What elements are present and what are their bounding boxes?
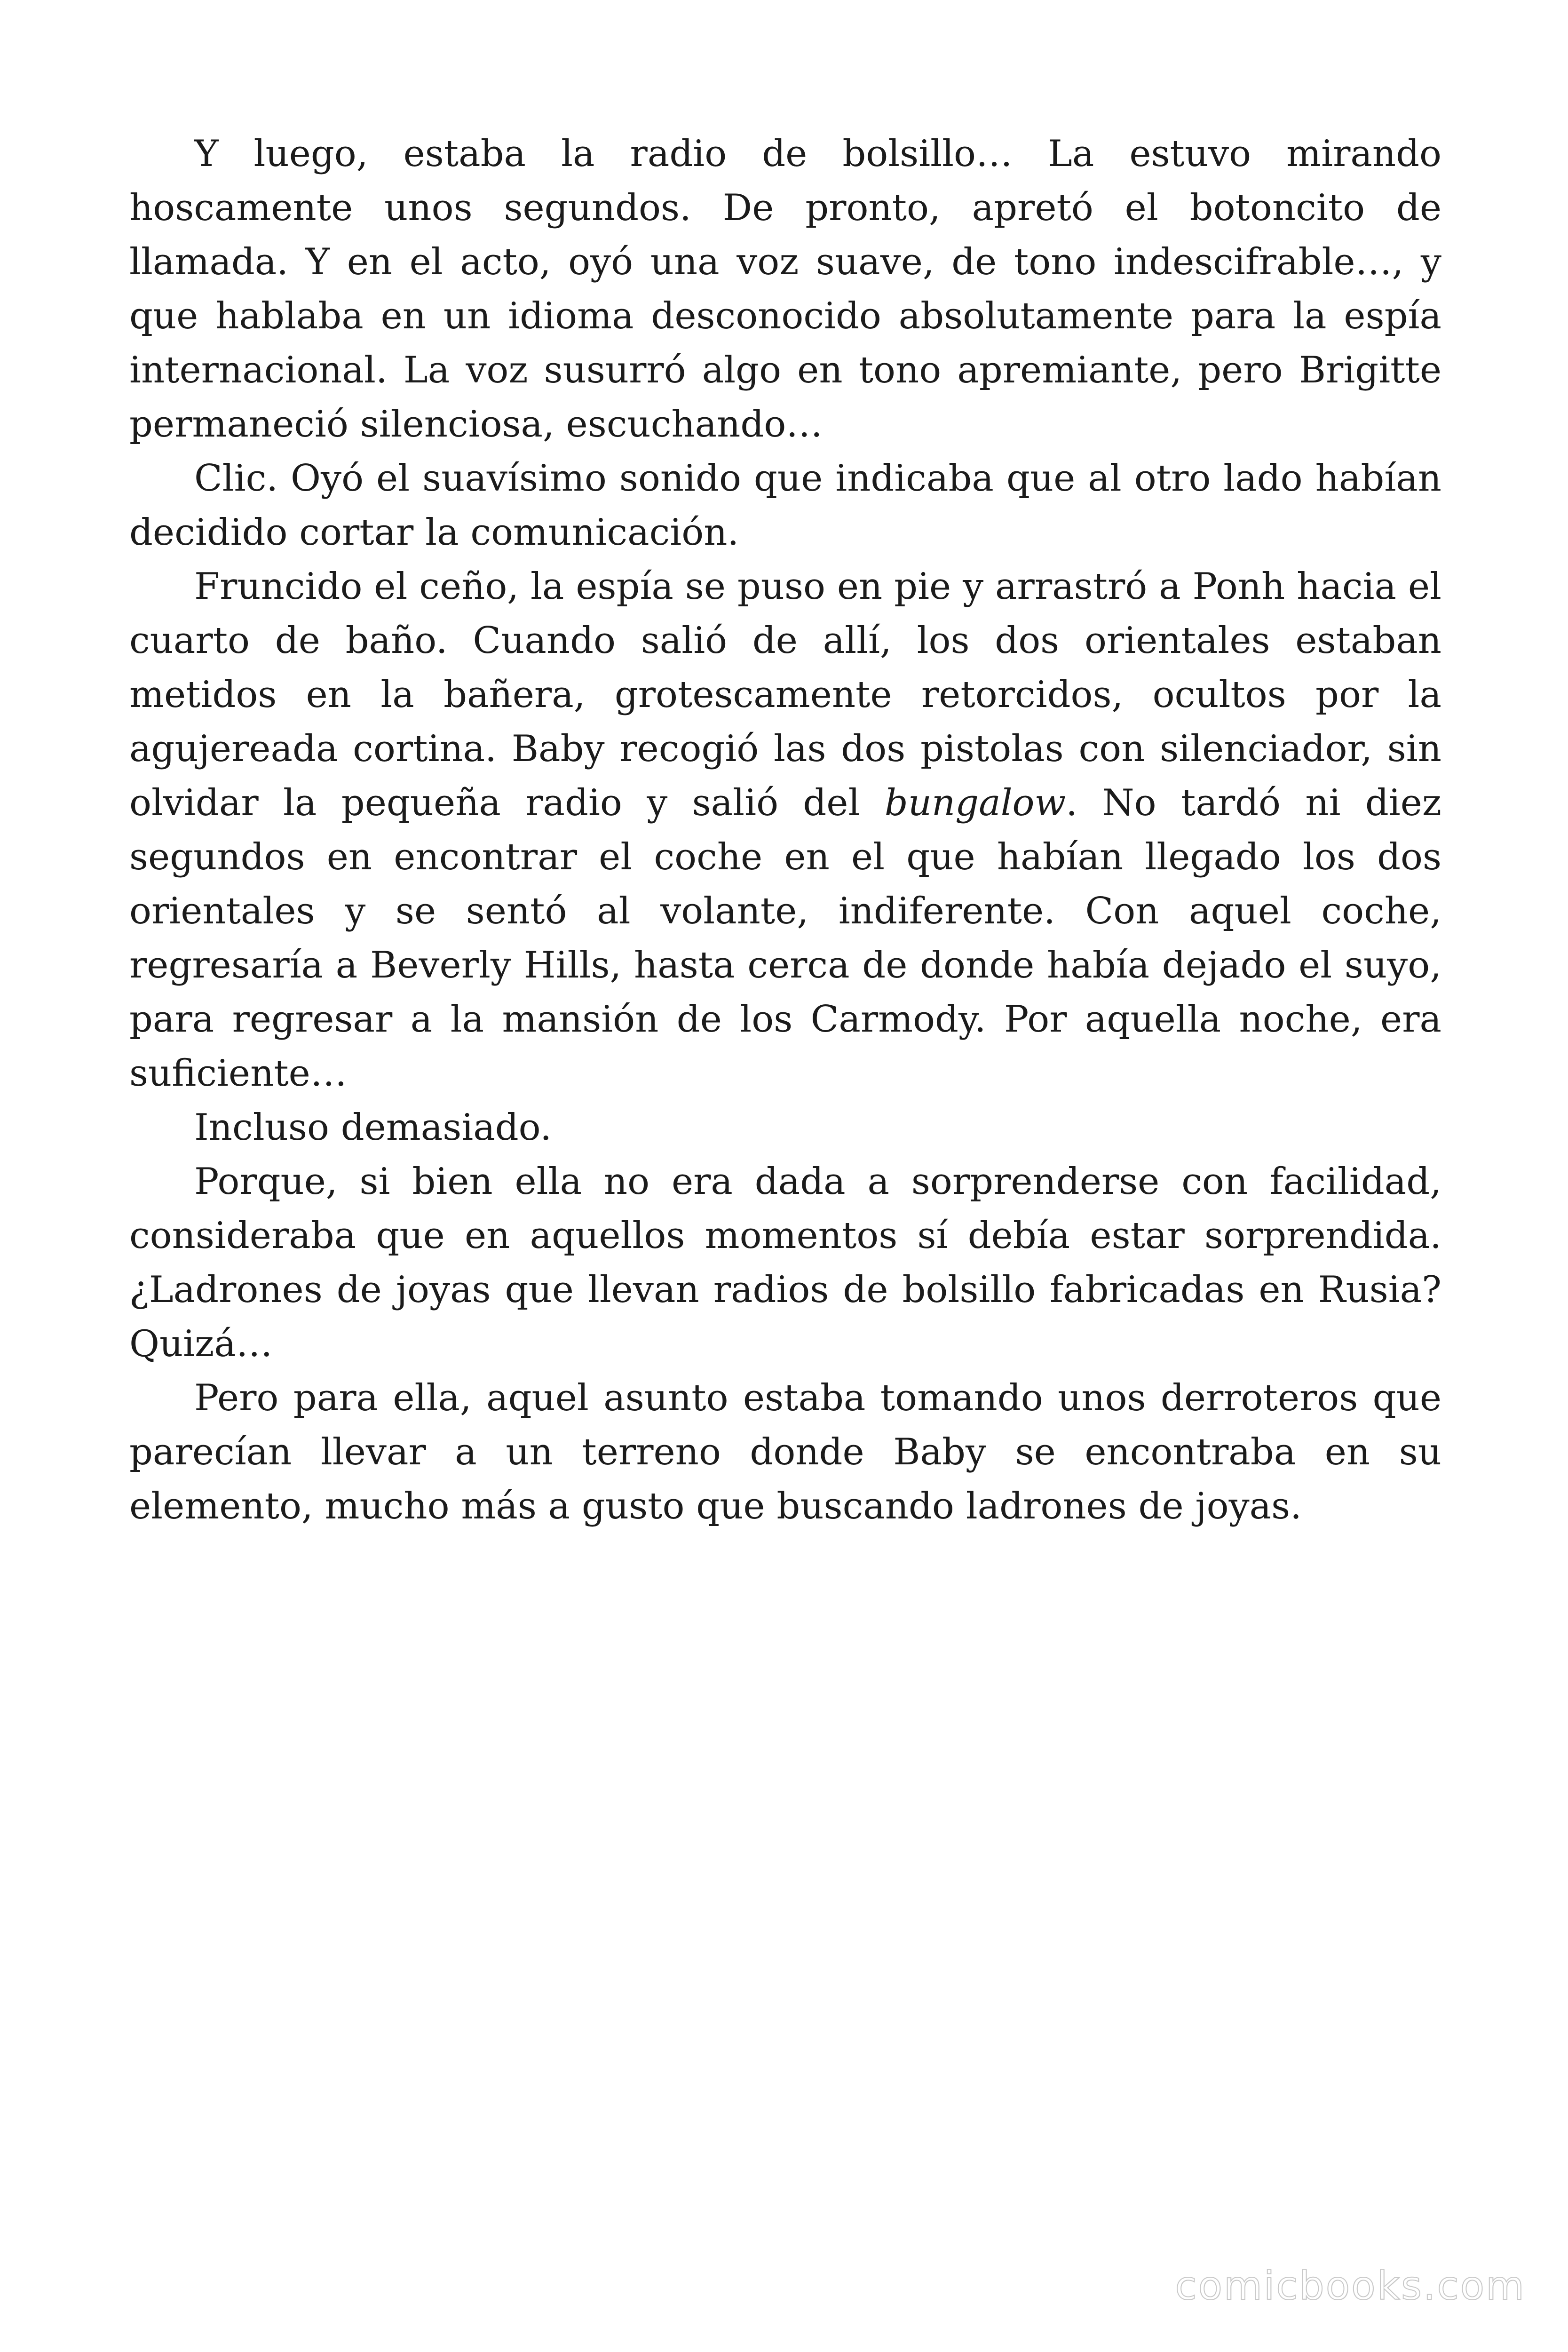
paragraph-5: Porque, si bien ella no era dada a sorprenderse con facilidad, consideraba que en aquellos momentos sí debía estar sorprendida. ¿Ladrones de joyas que llevan radios de bolsillo fabricadas en Rusia? Quizá… xyxy=(129,1160,1441,1365)
paragraph-1: Y luego, estaba la radio de bolsillo… La estuvo mirando hoscamente unos segundos. De pronto, apretó el botoncito de llamada. Y en el acto, oyó una voz suave, de tono indescifrable…, y que hablaba en un idioma desconocido absolutamente para la espía internacional. La voz susurró algo en tono apremiante, pero Brigitte permaneció silenciosa, escuchando… xyxy=(129,133,1441,445)
paragraph-2: Clic. Oyó el suavísimo sonido que indicaba que al otro lado habían decidido cortar la comunicación. xyxy=(129,457,1441,554)
italic-word: bungalow xyxy=(884,782,1066,824)
paragraph-3 xyxy=(129,560,1441,1101)
watermark: comicbooks.com xyxy=(1175,2263,1526,2309)
paragraph-3-end: . No tardó ni diez segundos en encontrar el coche en el que habían llegado los dos orientales y se sentó al volante, indiferente. Con aquel coche, regresaría a Beverly Hills, hasta cerca de donde había dejado el suyo, para regresar a la mansión de los Carmody. Por aquella noche, era suficiente… xyxy=(129,782,1441,1095)
paragraph-3-start: Fruncido el ceño, la espía se puso en pie y arrastró a Ponh hacia el cuarto de baño. Cuando salió de allí, los dos orientales estaban metidos en la bañera, grotescamente retorcidos, ocultos por la agujereada cortina. Baby recogió las dos pistolas con silenciador, sin olvidar la pequeña radio y salió del xyxy=(129,565,1441,824)
paragraph-4: Incluso demasiado. xyxy=(194,1106,552,1149)
paragraph-6: Pero para ella, aquel asunto estaba tomando unos derroteros que parecían llevar a un terreno donde Baby se encontraba en su elemento, mucho más a gusto que buscando ladrones de joyas. xyxy=(129,1377,1441,1527)
body-text xyxy=(129,127,1441,1534)
